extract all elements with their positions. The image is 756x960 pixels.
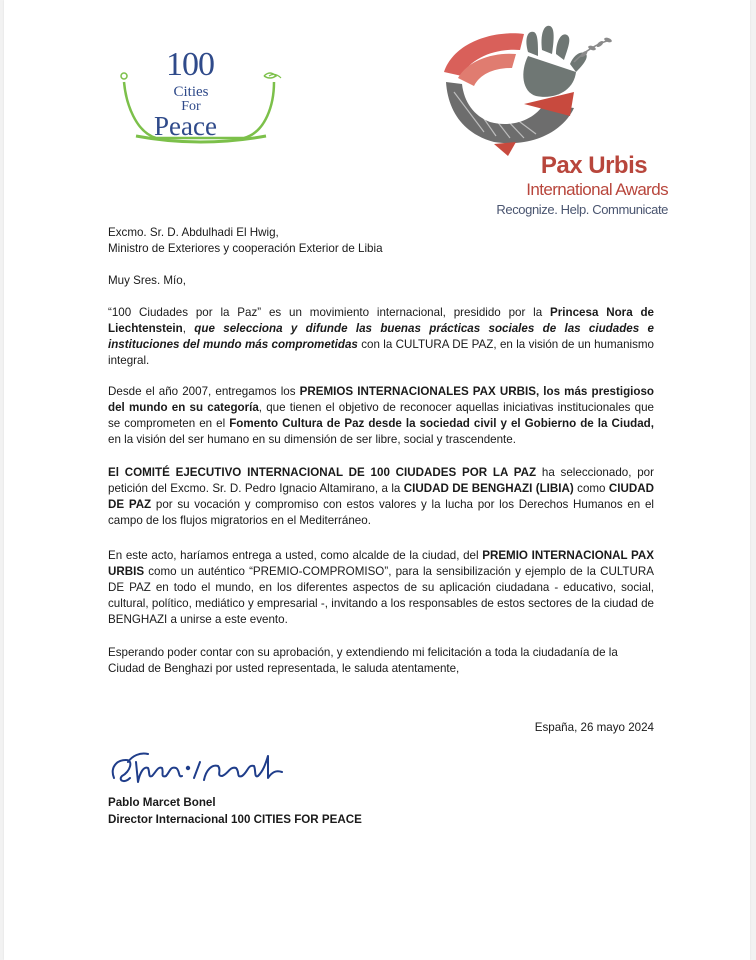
handwritten-signature bbox=[108, 738, 308, 798]
p2-text-c: , que tienen el objetivo de reconocer aquellas iniciativas institucionales que se comprometen en el bbox=[108, 401, 654, 430]
p3-bold-e: CIUDAD DE PAZ bbox=[108, 482, 655, 511]
pax-urbis-subtitle: International Awards bbox=[526, 180, 668, 199]
greeting: Muy Sres. Mío, bbox=[108, 274, 186, 287]
p1-bold-b: Princesa Nora de Liechtenstein bbox=[108, 306, 655, 335]
p3-text-d: como bbox=[573, 482, 609, 495]
logo-number: 100 bbox=[166, 46, 214, 83]
p4-text-c: como un auténtico “PREMIO-COMPROMISO”, para la sensibilización y ejemplo de la CULTURA DE PAZ en todo el mundo, en los diferentes aspectos de su aplicación ciudadana - educativo, social, cultural, político, mediático y empresarial -, invitando a los responsables de estos sectores de la ciudad de BENGHAZI a unirse a este evento. bbox=[108, 565, 654, 626]
paragraph-5: Esperando poder contar con su aprobación, y extendiendo mi felicitación a toda la ciudadanía de la Ciudad de Benghazi por usted representada, le saluda atentamente, bbox=[108, 646, 618, 675]
p2-bold-b: PREMIOS INTERNACIONALES PAX URBIS, los más prestigioso del mundo en su categoría bbox=[108, 385, 654, 414]
p2-text-a: Desde el año 2007, entregamos los bbox=[108, 385, 300, 398]
recipient-block bbox=[108, 225, 654, 257]
logo-for: For bbox=[181, 99, 201, 114]
paragraph-1 bbox=[108, 305, 654, 369]
p2-text-e: en la visión del ser humano en su dimensión de ser libre, social y trascendente. bbox=[108, 433, 516, 446]
p3-bold-a: El COMITÉ EJECUTIVO INTERNACIONAL DE 100 CIUDADES POR LA PAZ bbox=[108, 466, 537, 479]
logo-peace: Peace bbox=[154, 111, 217, 141]
recipient-name: Abdulhadi El Hwig, bbox=[178, 226, 279, 239]
logo-cities: Cities bbox=[173, 84, 209, 100]
p3-text-f: por su vocación y compromiso con estos valores y la lucha por los Derechos Humanos en el campo de los flujos migratorios en el Mediterráneo. bbox=[108, 498, 654, 527]
p4-text-a: En este acto, haríamos entrega a usted, como alcalde de la ciudad, del bbox=[108, 549, 483, 562]
signer-name: Pablo Marcet Bonel bbox=[108, 796, 216, 809]
pax-urbis-tagline: Recognize. Help. Communicate bbox=[496, 202, 668, 217]
recipient-prefix: Excmo. Sr. D. bbox=[108, 226, 179, 239]
letter-date: España, 26 mayo 2024 bbox=[534, 721, 654, 734]
p1-bold-italic-d: que selecciona y difunde las buenas prácticas sociales de las ciudades e instituciones del mundo más comprometidas bbox=[108, 322, 654, 351]
paragraph-4 bbox=[108, 548, 654, 628]
p3-bold-c: CIUDAD DE BENGHAZI (LIBIA) bbox=[403, 482, 574, 495]
cities-for-peace-logo bbox=[116, 44, 286, 154]
p4-bold-b: PREMIO INTERNACIONAL PAX URBIS bbox=[108, 549, 654, 578]
pax-urbis-name: Pax Urbis bbox=[540, 152, 648, 179]
pax-urbis-emblem bbox=[424, 12, 664, 157]
p1-text-a: “100 Ciudades por la Paz” es un movimiento internacional, presidido por la bbox=[108, 306, 551, 319]
p1-text-c: , bbox=[182, 322, 195, 335]
p3-text-b: ha seleccionado, por petición del Excmo. Sr. D. Pedro Ignacio Altamirano, a la bbox=[108, 466, 654, 495]
letter-page bbox=[4, 0, 750, 960]
pax-urbis-logo bbox=[424, 12, 668, 227]
recipient-title: Ministro de Exteriores y cooperación Exterior de Libia bbox=[108, 242, 383, 255]
signer-title: Director Internacional 100 CITIES FOR PEACE bbox=[108, 813, 362, 826]
p1-text-e: con la CULTURA DE PAZ, en la visión de un humanismo integral. bbox=[108, 338, 654, 367]
recipient-line bbox=[108, 225, 654, 241]
p2-bold-d: Fomento Cultura de Paz desde la sociedad civil y el Gobierno de la Ciudad, bbox=[229, 417, 654, 430]
paragraph-2 bbox=[108, 384, 654, 448]
paragraph-3 bbox=[108, 465, 654, 529]
